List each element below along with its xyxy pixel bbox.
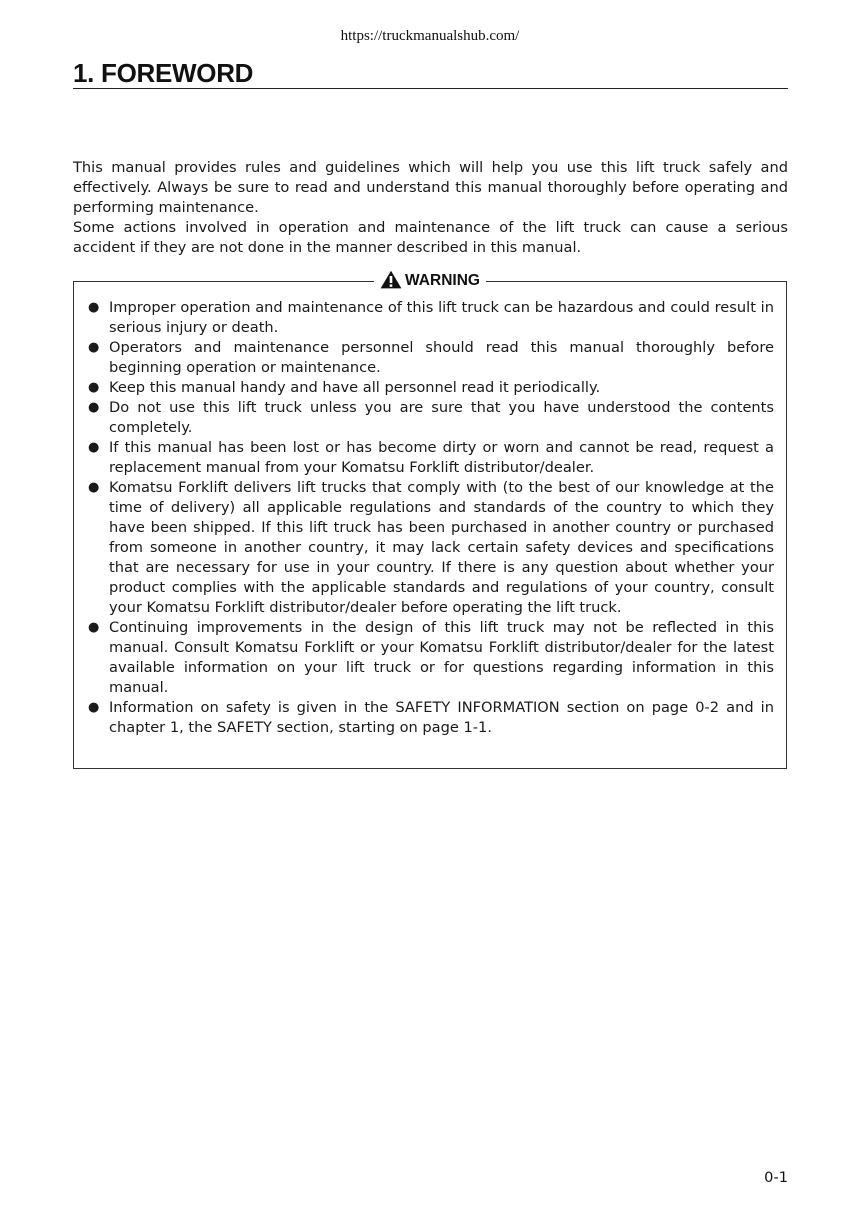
warning-item	[88, 438, 774, 478]
warning-item-text: Komatsu Forklift delivers lift trucks that comply with (to the best of our knowledge at the time of delivery) all applicable regulations and standards of the country to which they have been shipped. If this lift truck has been purchased in another country or purchased from someone in another country, it may lack certain safety devices and specifications that are necessary for use in your country. If there is any question about whether your product complies with the applicable standards and regulations of your country, consult your Komatsu Forklift distributor/dealer before operating the lift truck.	[109, 479, 774, 616]
warning-item-text: Keep this manual handy and have all personnel read it periodically.	[109, 379, 601, 396]
warning-item-text: Continuing improvements in the design of this lift truck may not be reflected in this manual. Consult Komatsu Forklift or your Komatsu Forklift distributor/dealer for the latest available information on your lift truck or for questions regarding information in this manual.	[109, 619, 774, 696]
warning-item	[88, 398, 774, 438]
bullet-icon: ●	[88, 380, 100, 395]
section-heading	[73, 58, 788, 89]
warning-item	[88, 298, 774, 338]
warning-item-text: If this manual has been lost or has become dirty or worn and cannot be read, request a replacement manual from your Komatsu Forklift distributor/dealer.	[109, 439, 774, 476]
intro-text	[73, 158, 788, 258]
intro-paragraph: This manual provides rules and guidelines which will help you use this lift truck safely and effectively. Always be sure to read and understand this manual thoroughly before operating and performing maintenance.	[73, 159, 788, 216]
warning-header	[74, 270, 786, 296]
warning-item	[88, 698, 774, 738]
page-title: 1. FOREWORD	[73, 58, 254, 88]
warning-item	[88, 378, 774, 398]
bullet-icon: ●	[88, 440, 100, 455]
warning-item	[88, 338, 774, 378]
warning-list	[88, 298, 774, 738]
warning-item-text: Information on safety is given in the SAFETY INFORMATION section on page 0-2 and in chapter 1, the SAFETY section, starting on page 1-1.	[109, 699, 774, 736]
bullet-icon: ●	[88, 400, 100, 415]
warning-item	[88, 478, 774, 618]
warning-item-text: Do not use this lift truck unless you are sure that you have understood the contents completely.	[109, 399, 774, 436]
intro-paragraph: Some actions involved in operation and maintenance of the lift truck can cause a serious accident if they are not done in the manner described in this manual.	[73, 219, 788, 256]
warning-box	[73, 272, 787, 769]
warning-item-text: Operators and maintenance personnel should read this manual thoroughly before beginning operation or maintenance.	[109, 339, 774, 376]
bullet-icon: ●	[88, 300, 100, 315]
page-number: 0-1	[764, 1169, 788, 1186]
bullet-icon: ●	[88, 700, 100, 715]
warning-triangle-icon	[380, 270, 402, 296]
bullet-icon: ●	[88, 480, 100, 495]
source-url[interactable]: https://truckmanualshub.com/	[340, 28, 520, 44]
bullet-icon: ●	[88, 340, 100, 355]
bullet-icon: ●	[88, 620, 100, 635]
warning-title: WARNING	[405, 272, 480, 289]
warning-item	[88, 618, 774, 698]
warning-item-text: Improper operation and maintenance of this lift truck can be hazardous and could result in serious injury or death.	[109, 299, 774, 336]
